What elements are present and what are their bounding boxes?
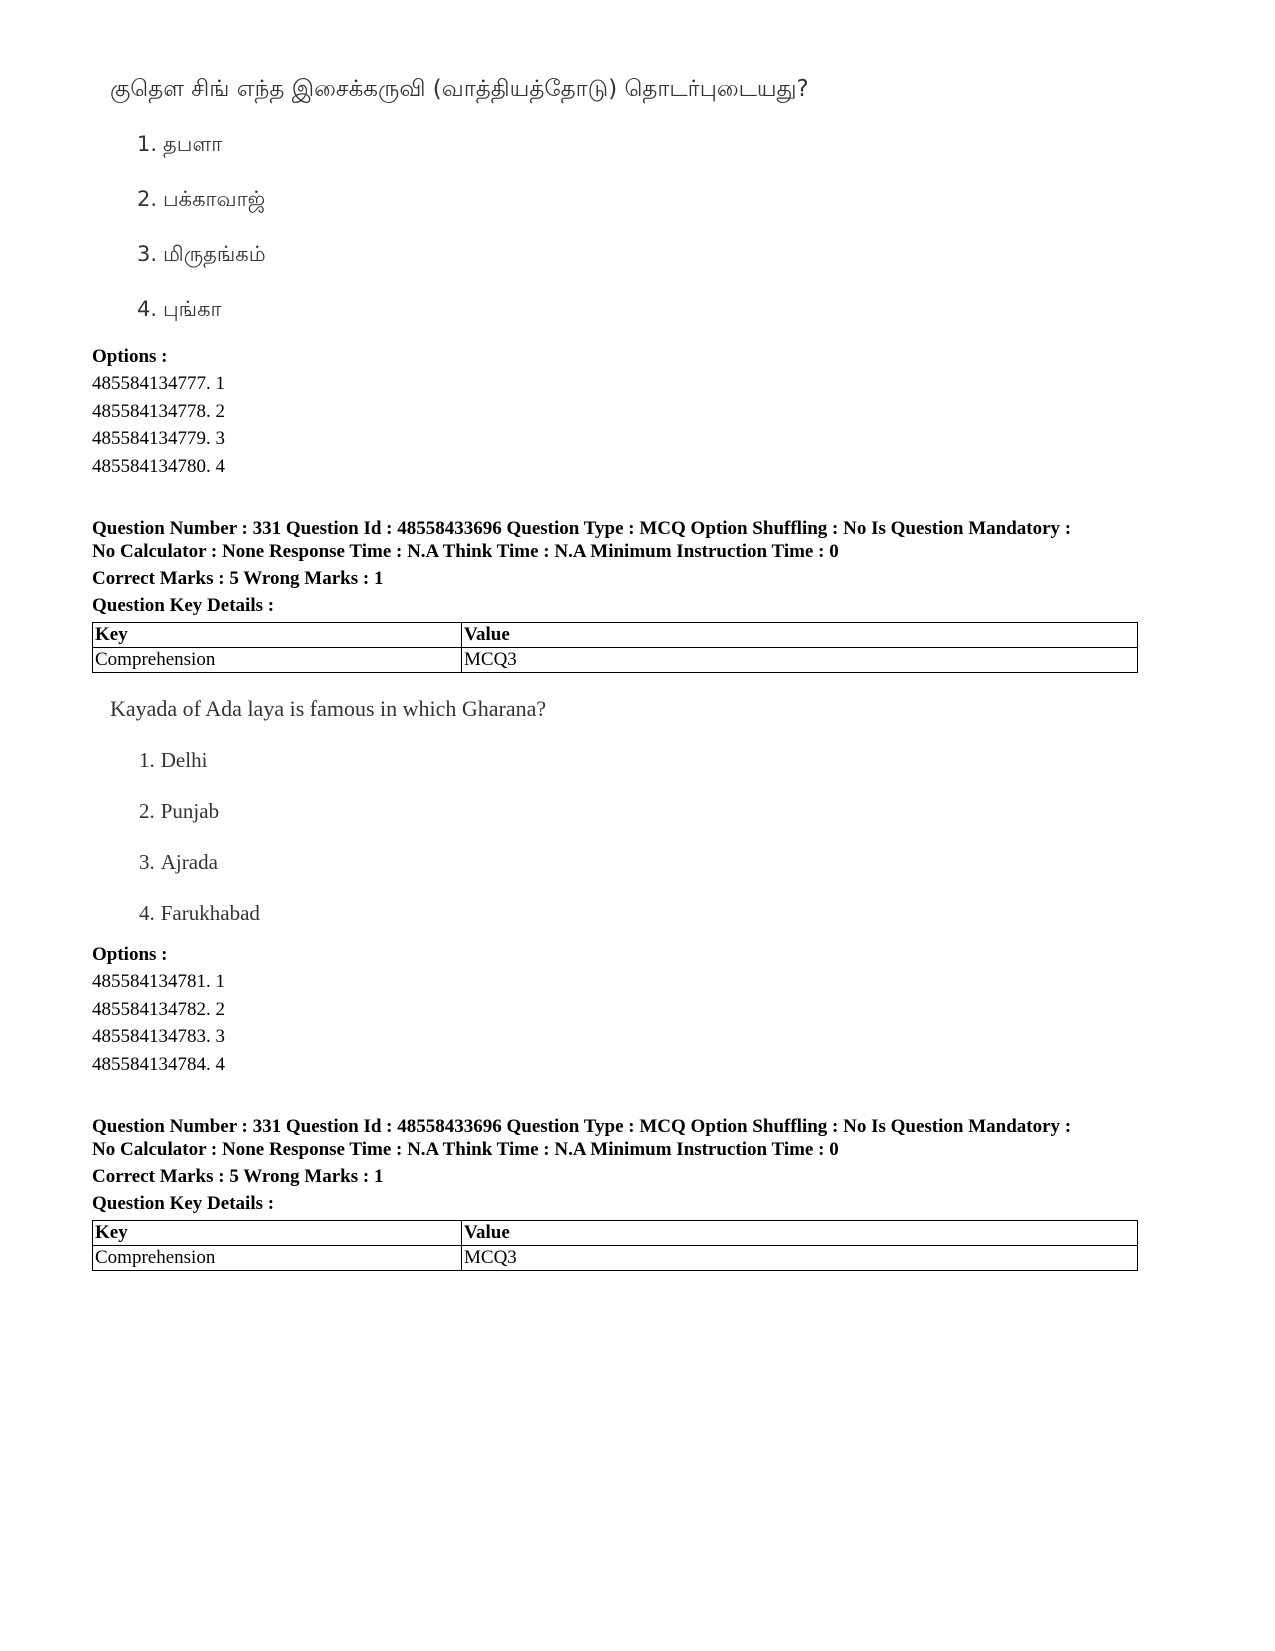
table-header-key: Key <box>93 623 462 648</box>
key-details-table <box>92 622 1138 673</box>
option-line: 485584134778. 2 <box>92 401 225 422</box>
choice-label: மிருதங்கம் <box>163 242 266 266</box>
table-row <box>93 648 1138 673</box>
options-heading: Options : <box>92 346 168 367</box>
choice-number: 3. <box>137 242 158 266</box>
table-cell-key: Comprehension <box>93 1246 462 1271</box>
question-meta-line: Question Number : 331 Question Id : 48558433696 Question Type : MCQ Option Shuffling : No Is Question Mandatory : <box>92 518 1072 539</box>
choice-item <box>137 132 222 159</box>
choice-item <box>137 242 266 269</box>
choice-item <box>139 850 218 875</box>
choice-label: தபளா <box>163 132 223 156</box>
choice-label: Delhi <box>160 748 208 772</box>
marks-line: Correct Marks : 5 Wrong Marks : 1 <box>92 568 384 589</box>
choice-number: 4. <box>137 297 158 321</box>
table-cell-value: MCQ3 <box>462 1246 1138 1271</box>
key-details-label: Question Key Details : <box>92 595 275 616</box>
choice-item <box>139 901 260 926</box>
table-header-row <box>93 1221 1138 1246</box>
choice-label: Punjab <box>160 799 220 823</box>
option-line: 485584134777. 1 <box>92 373 225 394</box>
question-meta-line: No Calculator : None Response Time : N.A Think Time : N.A Minimum Instruction Time : 0 <box>92 541 839 562</box>
question-meta-line: Question Number : 331 Question Id : 48558433696 Question Type : MCQ Option Shuffling : No Is Question Mandatory : <box>92 1116 1072 1137</box>
table-header-key: Key <box>93 1221 462 1246</box>
table-header-row <box>93 623 1138 648</box>
option-line: 485584134781. 1 <box>92 971 225 992</box>
choice-number: 1. <box>139 748 155 772</box>
choice-label: Ajrada <box>160 850 218 874</box>
option-line: 485584134784. 4 <box>92 1054 225 1075</box>
choice-item <box>137 297 221 324</box>
table-row <box>93 1246 1138 1271</box>
option-line: 485584134779. 3 <box>92 428 225 449</box>
table-cell-value: MCQ3 <box>462 648 1138 673</box>
question-meta-line: No Calculator : None Response Time : N.A Think Time : N.A Minimum Instruction Time : 0 <box>92 1139 839 1160</box>
choice-label: Farukhabad <box>160 901 260 925</box>
option-line: 485584134782. 2 <box>92 999 225 1020</box>
key-details-table <box>92 1220 1138 1271</box>
key-details-label: Question Key Details : <box>92 1193 275 1214</box>
question-text: Kayada of Ada laya is famous in which Gharana? <box>110 696 547 721</box>
table-header-value: Value <box>462 623 1138 648</box>
options-heading: Options : <box>92 944 168 965</box>
question-text: குதௌ சிங் எந்த இசைக்கருவி (வாத்தியத்தோடு) தொடர்புடையது? <box>110 76 809 102</box>
table-header-value: Value <box>462 1221 1138 1246</box>
choice-label: பக்காவாஜ் <box>163 187 266 211</box>
choice-item <box>137 187 265 214</box>
marks-line: Correct Marks : 5 Wrong Marks : 1 <box>92 1166 384 1187</box>
choice-item <box>139 799 219 824</box>
option-line: 485584134780. 4 <box>92 456 225 477</box>
choice-number: 3. <box>139 850 155 874</box>
choice-number: 2. <box>139 799 155 823</box>
choice-number: 1. <box>137 132 158 156</box>
choice-label: புங்கா <box>163 297 222 321</box>
choice-number: 2. <box>137 187 158 211</box>
choice-number: 4. <box>139 901 155 925</box>
choice-item <box>139 748 207 773</box>
option-line: 485584134783. 3 <box>92 1026 225 1047</box>
table-cell-key: Comprehension <box>93 648 462 673</box>
